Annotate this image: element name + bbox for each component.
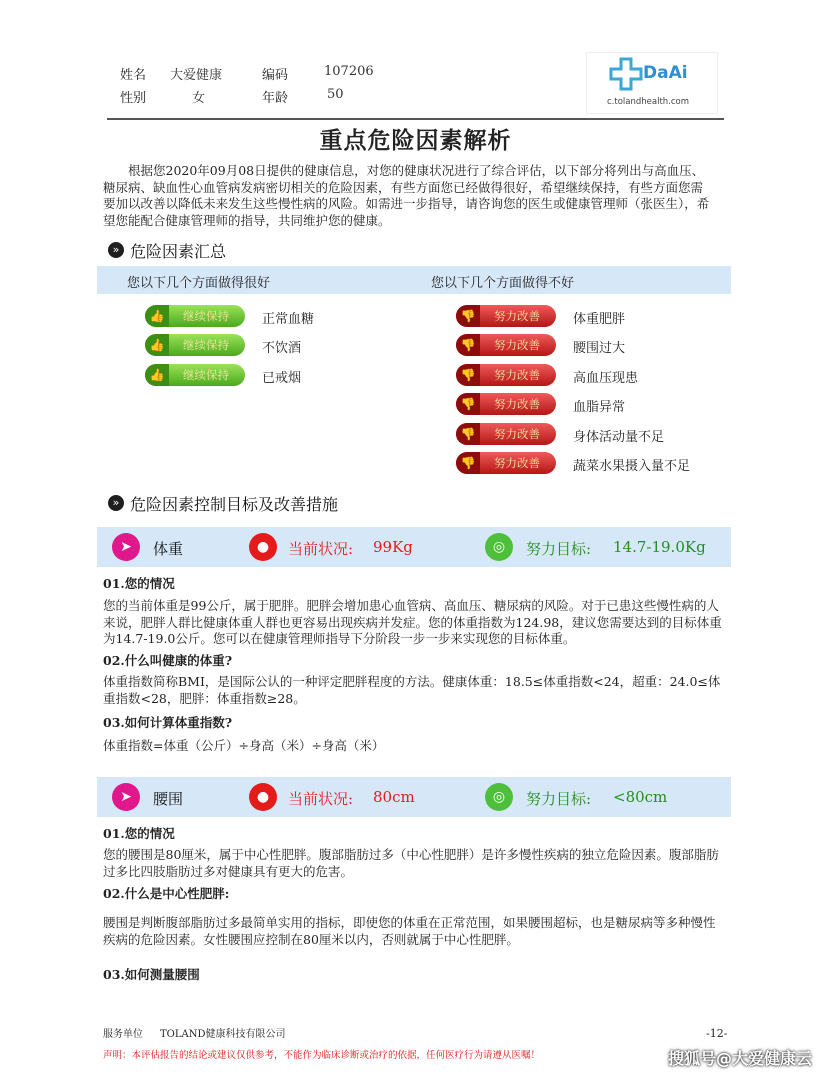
summary-heading: 危险因素汇总 [130,242,227,261]
target-icon: ◎ [485,533,513,561]
waist-label: 腰围 [153,790,184,808]
weight-p1: 您的当前体重是99公斤，属于肥胖。肥胖会增加患心血管病、高血压、糖尿病的风险。对于已患这些慢性病的人来说，肥胖人群比健康体重人群也更容易出现疾病并发症。您的体重指数为124.98，建议您需要达到的目标体重为14.7-19.0公斤。您可以在健康管理师指导下分阶段一步一步来实现您的目标体重。 [103,598,722,646]
code-label: 编码 [262,68,289,83]
section-arrow-icon: » [108,495,124,511]
keep-badge-label: 继续保持 [183,368,229,382]
name-value: 大爱健康 [170,68,223,83]
thumbs-up-icon: 👍 [145,305,169,327]
watermark: 搜狐号@大爱健康云 [668,1049,813,1068]
person-icon: ● [249,783,277,811]
waist-q1: 01.您的情况 [103,826,175,841]
thumbs-down-icon: 👎 [456,423,480,445]
target-icon: ◎ [485,783,513,811]
thumbs-down-icon: 👎 [456,452,480,474]
improve-badge-label: 努力改善 [494,368,540,382]
improve-badge-label: 努力改善 [494,456,540,470]
thumbs-down-icon: 👎 [456,334,480,356]
header-rule [107,118,724,120]
keep-badge [145,334,245,356]
improve-badge [456,423,556,445]
page-title: 重点危险因素解析 [319,127,512,154]
bad-item: 体重肥胖 [573,312,626,327]
improve-badge [456,334,556,356]
weight-current-label: 当前状况: [288,540,354,558]
page-number: -12- [706,1027,728,1040]
good-item: 不饮酒 [262,341,302,356]
arrow-icon: ➤ [112,533,140,561]
waist-goal-value: <80cm [613,788,668,806]
waist-current-label: 当前状况: [288,790,354,808]
keep-badge-label: 继续保持 [183,309,229,323]
weight-goal-value: 14.7-19.0Kg [613,538,706,556]
improve-badge-label: 努力改善 [494,397,540,411]
improve-badge-label: 努力改善 [494,338,540,352]
thumbs-down-icon: 👎 [456,305,480,327]
thumbs-down-icon: 👎 [456,393,480,415]
bad-item: 蔬菜水果摄入量不足 [573,459,691,474]
improve-badge [456,305,556,327]
sex-value: 女 [192,91,206,106]
good-column-header: 您以下几个方面做得很好 [127,276,271,291]
keep-badge [145,364,245,386]
disclaimer: 声明：本评估报告的结论或建议仅供参考，不能作为临床诊断或治疗的依据，任何医疗行为请遵从医嘱！ [103,1050,541,1061]
good-item: 正常血糖 [262,312,315,327]
waist-metric-bar [97,777,731,817]
improve-badge [456,364,556,386]
bad-item: 血脂异常 [573,400,626,415]
control-heading: 危险因素控制目标及改善措施 [130,495,339,514]
weight-q1: 01.您的情况 [103,576,175,591]
summary-header-band [97,266,731,294]
bad-item: 腰围过大 [573,341,626,356]
weight-q2: 02.什么叫健康的体重? [103,653,233,668]
weight-label: 体重 [153,540,184,558]
service-org: TOLAND健康科技有限公司 [160,1029,286,1040]
waist-q3: 03.如何测量腰围 [103,967,200,982]
weight-current-value: 99Kg [373,538,413,556]
logo-text: DaAi [643,63,688,83]
logo-url: c.tolandhealth.com [607,97,690,107]
improve-badge [456,452,556,474]
weight-goal-label: 努力目标: [526,540,592,558]
age-value: 50 [327,87,344,102]
waist-current-value: 80cm [373,788,415,806]
cross-logo-icon [609,57,643,91]
age-label: 年龄 [262,91,289,106]
weight-p2: 体重指数简称BMI，是国际公认的一种评定肥胖程度的方法。健康体重：18.5≤体重指数<24，超重：24.0≤体重指数<28，肥胖：体重指数≥28。 [103,674,721,706]
thumbs-down-icon: 👎 [456,364,480,386]
waist-p1: 您的腰围是80厘米，属于中心性肥胖。腹部脂肪过多（中心性肥胖）是许多慢性疾病的独立危险因素。腹部脂肪过多比四肢脂肪过多对健康具有更大的危害。 [103,847,719,879]
waist-q2: 02.什么是中心性肥胖: [103,886,230,901]
arrow-icon: ➤ [112,783,140,811]
weight-metric-bar [97,527,731,567]
waist-goal-label: 努力目标: [526,790,592,808]
section-arrow-icon: » [108,242,124,258]
weight-q3: 03.如何计算体重指数? [103,715,233,730]
bad-item: 高血压现患 [573,371,639,386]
name-label: 姓名 [120,68,147,83]
bad-column-header: 您以下几个方面做得不好 [431,276,575,291]
thumbs-up-icon: 👍 [145,364,169,386]
sex-label: 性别 [120,91,147,106]
person-icon: ● [249,533,277,561]
thumbs-up-icon: 👍 [145,334,169,356]
bad-item: 身体活动量不足 [573,430,665,445]
waist-p2: 腰围是判断腹部脂肪过多最简单实用的指标，即使您的体重在正常范围，如果腰围超标，也是糖尿病等多种慢性疾病的危险因素。女性腰围应控制在80厘米以内，否则就属于中心性肥胖。 [103,915,716,947]
improve-badge-label: 努力改善 [494,427,540,441]
service-label: 服务单位 [103,1029,143,1040]
company-logo [586,52,718,114]
keep-badge-label: 继续保持 [183,338,229,352]
good-item: 已戒烟 [262,371,302,386]
improve-badge [456,393,556,415]
intro-paragraph: 根据您2020年09月08日提供的健康信息，对您的健康状况进行了综合评估，以下部分将列出与高血压、糖尿病、缺血性心血管病发病密切相关的危险因素，有些方面您已经做得很好，希望继续保持，有些方面您需要加以改善以降低未来发生这些慢性病的风险。如需进一步指导，请咨询您的医生或健康管理师（张医生），希望您能配合健康管理师的指导，共同维护您的健康。 [103,163,710,228]
improve-badge-label: 努力改善 [494,309,540,323]
code-value: 107206 [324,64,374,79]
keep-badge [145,305,245,327]
weight-p3: 体重指数=体重（公斤）÷身高（米）÷身高（米） [103,738,385,753]
